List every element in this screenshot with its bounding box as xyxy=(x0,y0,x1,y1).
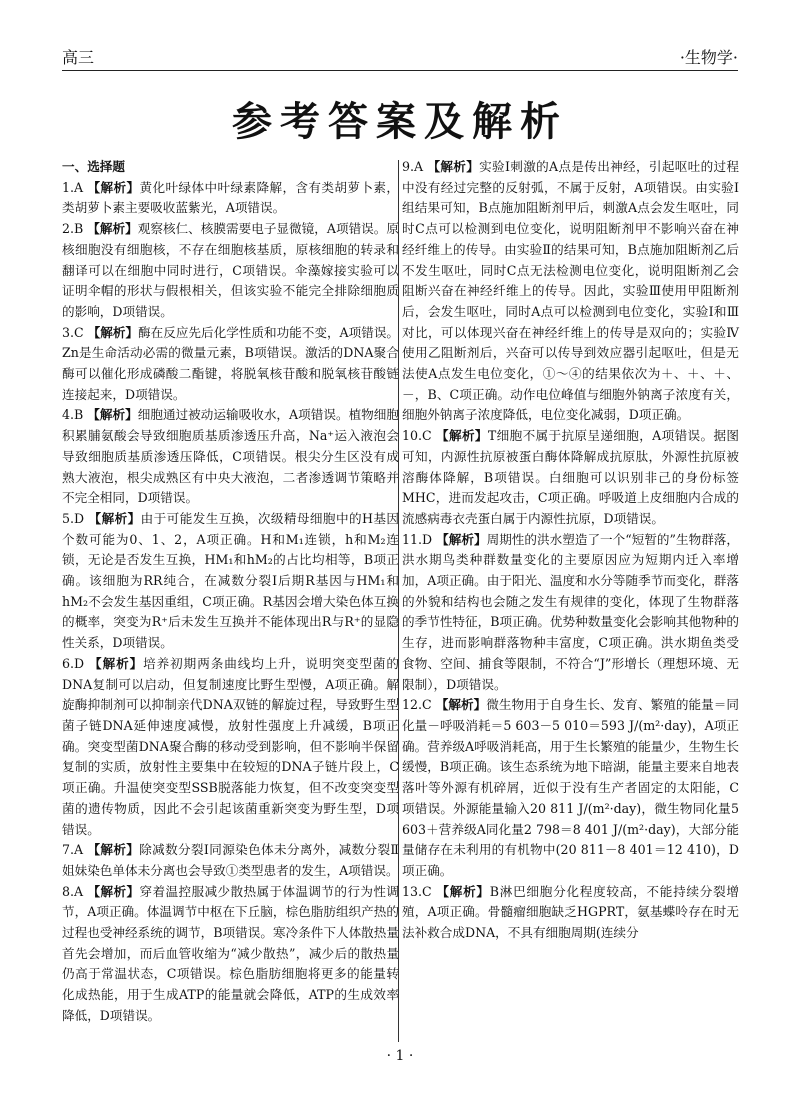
header-rule xyxy=(62,70,738,71)
analysis-label: 【解析】 xyxy=(87,179,140,195)
analysis-label: 【解析】 xyxy=(87,883,140,899)
answer-text: B淋巴细胞分化程度较高，不能持续分裂增殖，A项正确。骨髓瘤细胞缺乏HGPRT，氨基蝶呤存在时无法补救合成DNA，不具有细胞周期(连续分 xyxy=(402,883,740,941)
answer-text: 培养初期两条曲线均上升，说明突变型菌的DNA复制可以启动，但复制速度比野生型慢，A项正确。解旋酶抑制剂可以抑制亲代DNA双链的解旋过程，导致野生型菌子链DNA延伸速度减慢，放射性强度上升减缓，B项正确。突变型菌DNA聚合酶的移动受到影响，但不影响半保留复制的实质，放射性主要集中在较短的DNA子链片段上，C项正确。升温使突变型SSB脱落能力恢复，但不改变突变型菌的遗传物质，因此不会引起该菌重新突变为野生型，D项错误。 xyxy=(62,655,400,837)
answer-item xyxy=(62,178,399,219)
analysis-label: 【解析】 xyxy=(436,531,487,547)
left-column xyxy=(62,157,399,1027)
answer-number: 6.D xyxy=(62,655,90,671)
page-title: 参考答案及解析 xyxy=(232,99,568,145)
answer-text: 除减数分裂Ⅰ同源染色体未分离外，减数分裂Ⅱ姐妹染色单体未分离也会导致①类型患者的发生，A项错误。 xyxy=(62,842,399,878)
answer-number: 13.C xyxy=(402,883,437,899)
answer-item xyxy=(62,219,399,323)
answer-number: 7.A xyxy=(62,842,88,858)
answer-number: 3.C xyxy=(62,324,88,340)
answer-number: 5.D xyxy=(62,510,89,526)
answer-number: 8.A xyxy=(62,883,88,899)
analysis-label: 【解析】 xyxy=(427,159,480,174)
section-title: 一、选择题 xyxy=(62,159,125,174)
answer-number: 10.C xyxy=(402,428,437,444)
analysis-label: 【解析】 xyxy=(87,221,138,237)
answer-text: 由于可能发生互换，次级精母细胞中的H基因个数可能为0、1、2，A项正确。H和M₁连锁，h和M₂连锁，无论是否发生互换，HM₁和hM₂的占比均相等，B项正确。该细胞为RR纯合，在减数分裂Ⅰ后期R基因与HM₁和hM₂不会发生基因重组，C项正确。R基因会增大染色体互换的概率，突变为R⁺后未发生互换并不能体现出R与R⁺的显隐性关系，D项错误。 xyxy=(62,510,400,651)
answer-number: 11.D xyxy=(402,531,437,547)
answer-text: 实验Ⅰ刺激的A点是传出神经，引起呕吐的过程中没有经过完整的反射弧，不属于反射，A项错误。由实验Ⅰ组结果可知，B点施加阻断剂甲后，刺激A点会发生呕吐，同时C点可以检测到电位变化，说明阻断剂甲不影响兴奋在神经纤维上的传导。由实验Ⅱ的结果可知，B点施加阻断剂乙后不发生呕吐，同时C点无法检测电位变化，说明阻断剂乙会阻断兴奋在神经纤维上的传导。因此，实验Ⅲ使用甲阻断剂后，会发生呕吐，同时A点可以检测到电位变化，实验Ⅰ和Ⅲ对比，可以体现兴奋在神经纤维上的传导是双向的；实验Ⅳ使用乙阻断剂后，兴奋可以传导到效应器引起呕吐，但是无法使A点发生电位变化，①～④的结果依次为＋、＋、＋、－，B、C项正确。动作电位峰值与细胞外钠离子浓度有关，细胞外钠离子浓度降低，电位变化减弱，D项正确。 xyxy=(402,159,740,423)
answer-number: 2.B xyxy=(62,221,88,237)
answer-item xyxy=(402,882,739,944)
answer-item xyxy=(62,882,399,1027)
answer-item xyxy=(402,426,739,530)
answer-text: 周期性的洪水塑造了一个“短暂的”生物群落，洪水期鸟类种群数量变化的主要原因应为短期内迁入率增加，A项正确。由于阳光、温度和水分等随季节而变化，群落的外貌和结构也会随之发生有规律的变化，体现了生物群落的季节性特征，B项正确。优势种数量变化会影响其他物种的生存，进而影响群落物种丰富度，C项正确。洪水期鱼类受食物、空间、捕食等限制，不符合“J”形增长（理想环境、无限制），D项错误。 xyxy=(402,531,740,692)
analysis-label: 【解析】 xyxy=(88,510,141,526)
answer-number: 12.C xyxy=(402,697,436,713)
analysis-label: 【解析】 xyxy=(87,842,140,858)
analysis-label: 【解析】 xyxy=(89,655,144,671)
answer-number: 4.B xyxy=(62,407,88,423)
answer-item xyxy=(62,840,399,881)
answer-item xyxy=(62,405,399,509)
answer-text: 黄化叶绿体中叶绿素降解，含有类胡萝卜素，类胡萝卜素主要吸收蓝紫光，A项错误。 xyxy=(62,179,399,216)
answer-item xyxy=(62,323,399,406)
column-divider xyxy=(398,160,399,1042)
answer-text: T细胞不属于抗原呈递细胞，A项错误。据图可知，内源性抗原被蛋白酶体降解成抗原肽，外源性抗原被溶酶体降解，B项错误。白细胞可以识别非己的身份标签MHC，进而发起攻击，C项正确。呼吸道上皮细胞内合成的流感病毒衣壳蛋白属于内源性抗原，D项错误。 xyxy=(402,428,740,526)
page-number: · 1 · xyxy=(386,1048,414,1064)
answer-number: 1.A xyxy=(62,179,88,195)
answer-number: 9.A xyxy=(402,159,428,174)
analysis-label: 【解析】 xyxy=(87,324,139,340)
answer-text: 观察核仁、核膜需要电子显微镜，A项错误。原核细胞没有细胞核，不存在细胞核基质，原核细胞的转录和翻译可以在细胞中同时进行，C项错误。伞藻嫁接实验可以证明伞帽的形状与假根相关，但该实验不能完全排除细胞质的影响，D项错误。 xyxy=(62,221,399,319)
answer-item xyxy=(402,157,739,426)
header-grade: 高三 xyxy=(62,48,95,67)
header-subject: ·生物学· xyxy=(679,48,738,67)
answer-item xyxy=(62,509,399,654)
answer-item xyxy=(402,695,739,881)
answer-text: 微生物用于自身生长、发育、繁殖的能量＝同化量－呼吸消耗＝5 603－5 010＝593 J/(m²·day)，A项正确。营养级A呼吸消耗高，用于生长繁殖的能量少，生物生长缓慢，B项正确。该生态系统为地下暗湖，能量主要来自地表落叶等外源有机碎屑，近似于没有生产者固定的太阳能，C项错误。外源能量输入20 811 J/(m²·day)，微生物同化量5 603＋营养级A同化量2 798＝8 401 J/(m²·day)，大部分能量储存在未利用的有机物中(20 811－8 401＝12 410)，D项正确。 xyxy=(402,697,740,878)
answer-text: 穿着温控服减少散热属于体温调节的行为性调节，A项正确。体温调节中枢在下丘脑，棕色脂肪组织产热的过程也受神经系统的调节，B项错误。寒冷条件下人体散热量首先会增加，而后血管收缩为“减少散热”，减少后的散热量仍高于常温状态，C项错误。棕色脂肪细胞将更多的能量转化成热能，用于生成ATP的能量就会降低，ATP的生成效率降低，D项错误。 xyxy=(62,883,399,1023)
answer-text: 酶在反应先后化学性质和功能不变，A项错误。Zn是生命活动必需的微量元素，B项错误。激活的DNA聚合酶可以催化形成磷酸二酯键，将脱氧核苷酸和脱氧核苷酸链连接起来，D项错误。 xyxy=(62,324,400,402)
right-column xyxy=(402,157,739,944)
answer-text: 细胞通过被动运输吸收水，A项错误。植物细胞积累脯氨酸会导致细胞质基质渗透压升高，Na⁺运入液泡会导致细胞质基质渗透压降低，C项错误。根尖分生区没有成熟大液泡，根尖成熟区有中央大液泡，二者渗透调节策略并不完全相同，D项错误。 xyxy=(62,407,399,506)
answer-item xyxy=(402,530,739,696)
analysis-label: 【解析】 xyxy=(436,883,490,899)
analysis-label: 【解析】 xyxy=(436,428,488,444)
answer-item xyxy=(62,654,399,840)
analysis-label: 【解析】 xyxy=(87,407,138,423)
analysis-label: 【解析】 xyxy=(435,697,487,713)
page-header xyxy=(62,48,738,68)
